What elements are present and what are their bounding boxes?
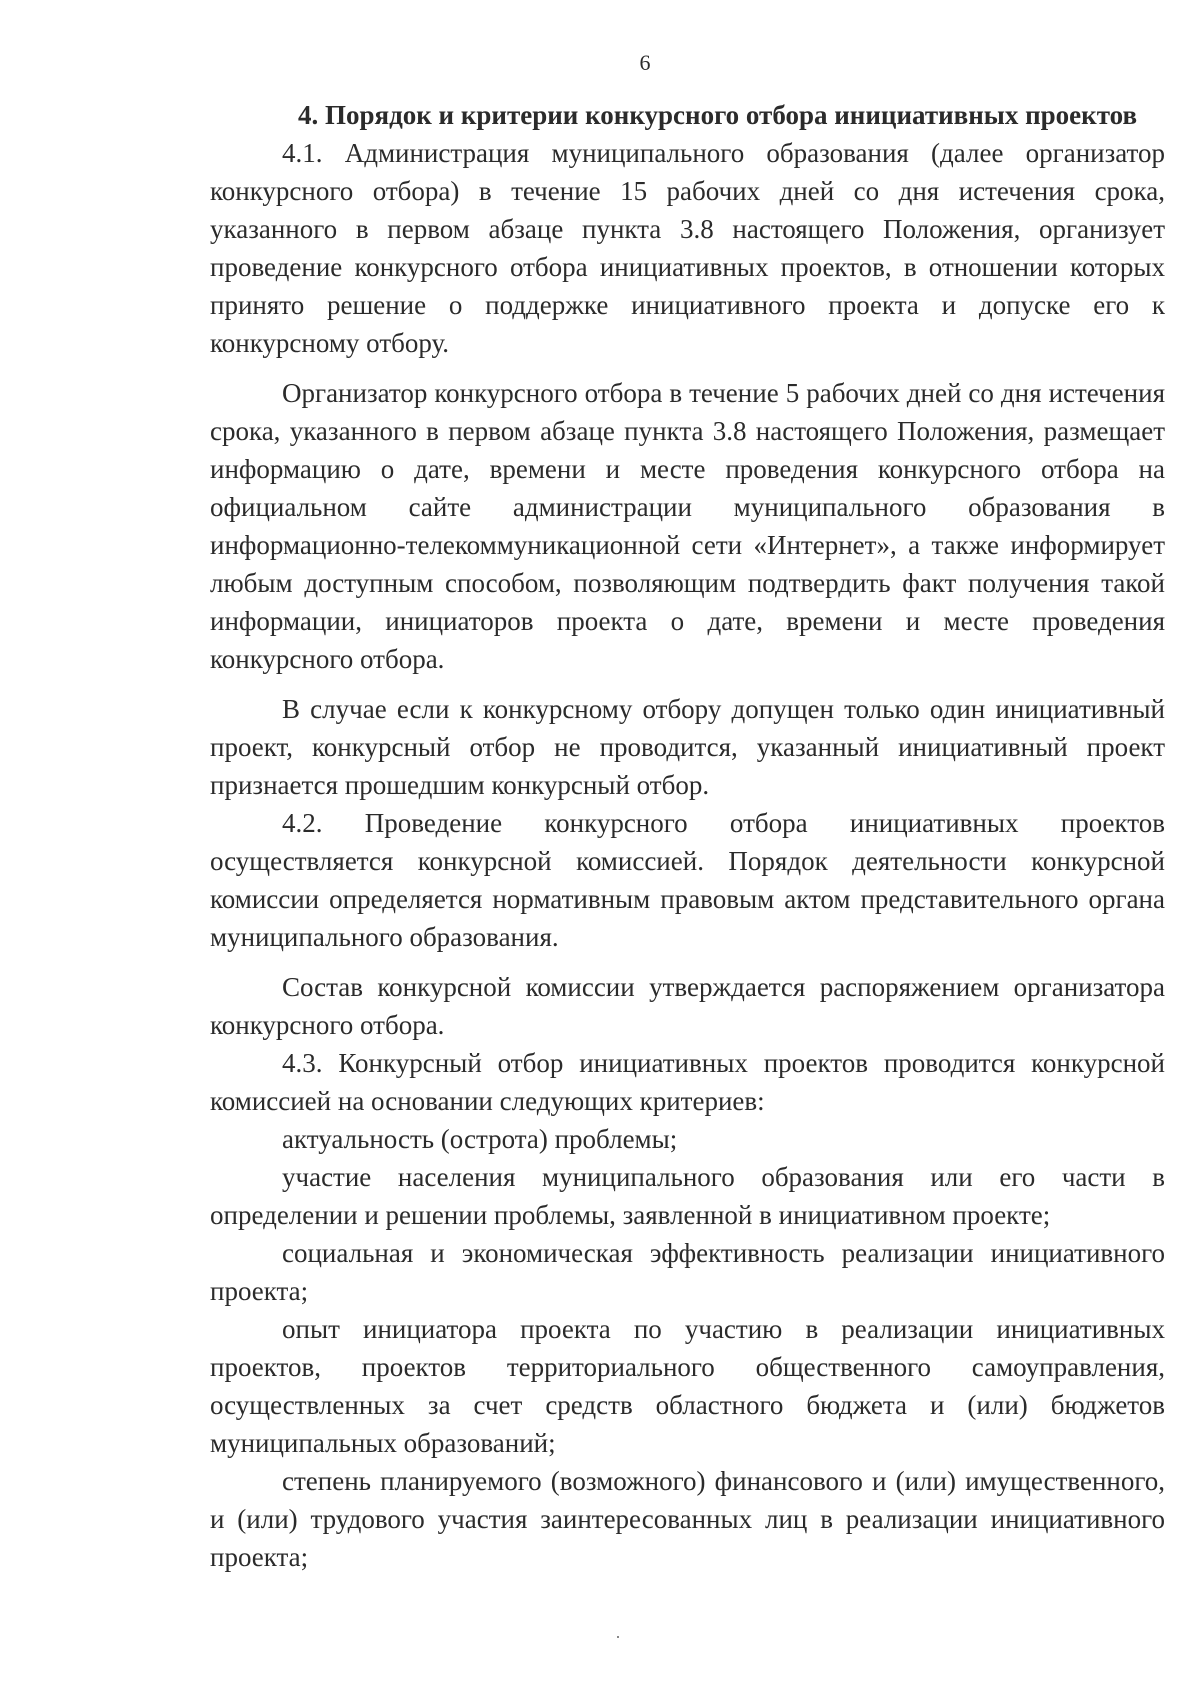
paragraph-single-project: В случае если к конкурсному отбору допущен только один инициативный проект, конкурсный отбор не проводится, указанный инициативный проект признается прошедшим конкурсный отбор. xyxy=(210,694,1165,800)
paragraph-4-3: 4.3. Конкурсный отбор инициативных проектов проводится конкурсной комиссией на основании следующих критериев: xyxy=(210,1048,1165,1116)
criterion-participation: участие населения муниципального образования или его части в определении и решении проблемы, заявленной в инициативном проекте; xyxy=(210,1162,1165,1230)
paragraph-4-1: 4.1. Администрация муниципального образования (далее организатор конкурсного отбора) в течение 15 рабочих дней со дня истечения срока, указанного в первом абзаце пункта 3.8 настоящего Положения, организует проведение конкурсного отбора инициативных проектов, в отношении которых принято решение о поддержке инициативного проекта и допуске его к конкурсному отбору. xyxy=(210,138,1165,358)
criterion-efficiency: социальная и экономическая эффективность реализации инициативного проекта; xyxy=(210,1238,1165,1306)
criterion-participation-degree: степень планируемого (возможного) финансового и (или) имущественного, и (или) трудового участия заинтересованных лиц в реализации инициативного проекта; xyxy=(210,1466,1165,1572)
paragraph-organizer-info: Организатор конкурсного отбора в течение 5 рабочих дней со дня истечения срока, указанного в первом абзаце пункта 3.8 настоящего Положения, размещает информацию о дате, времени и месте проведения конкурсного отбора на официальном сайте администрации муниципального образования в информационно-телекоммуникационной сети «Интернет», а также информирует любым доступным способом, позволяющим подтвердить факт получения такой информации, инициаторов проекта о дате, времени и месте проведения конкурсного отбора. xyxy=(210,378,1165,674)
criterion-relevance: актуальность (острота) проблемы; xyxy=(282,1124,678,1154)
paragraph-commission-composition: Состав конкурсной комиссии утверждается распоряжением организатора конкурсного отбора. xyxy=(210,972,1165,1040)
criterion-experience: опыт инициатора проекта по участию в реализации инициативных проектов, проектов территориального общественного самоуправления, осуществленных за счет средств областного бюджета и (или) бюджетов муниципальных образований; xyxy=(210,1314,1165,1458)
paragraph-4-2: 4.2. Проведение конкурсного отбора инициативных проектов осуществляется конкурсной комиссией. Порядок деятельности конкурсной комиссии определяется нормативным правовым актом представительного органа муниципального образования. xyxy=(210,808,1165,952)
document-body xyxy=(210,96,1165,1576)
page-number: 6 xyxy=(639,50,651,75)
scan-speck xyxy=(617,1636,619,1638)
section-heading: 4. Порядок и критерии конкурсного отбора инициативных проектов xyxy=(297,100,1138,130)
